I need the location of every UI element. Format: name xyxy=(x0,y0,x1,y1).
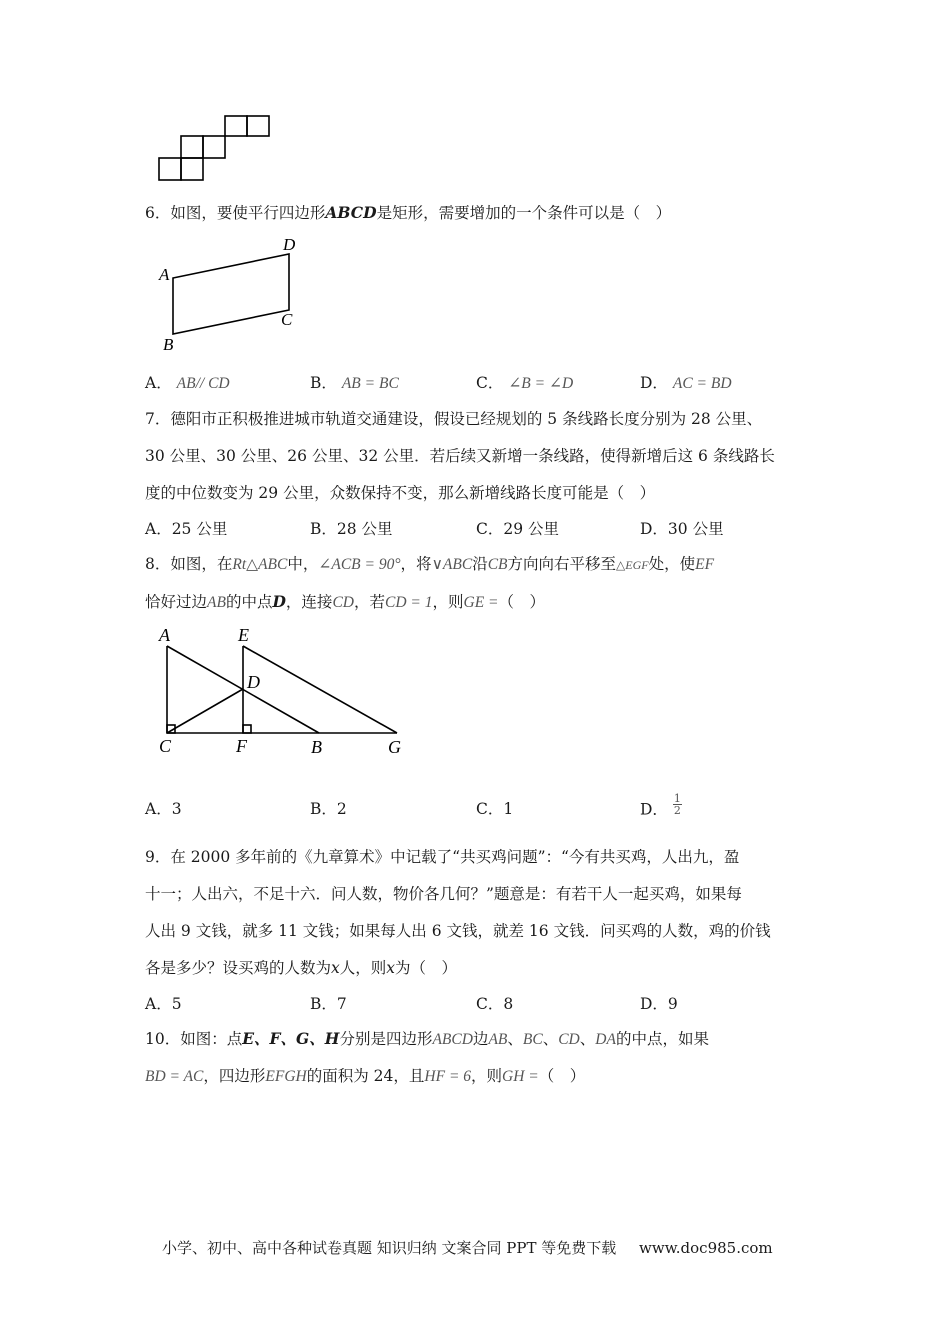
q8-line-2: 恰好过边AB的中点D，连接CD，若CD = 1，则GE =（ ） xyxy=(145,592,546,611)
q9-option-b[interactable]: B．7 xyxy=(310,995,347,1013)
q6-option-b[interactable]: B． AB = BC xyxy=(310,374,399,392)
grid-figure xyxy=(155,112,275,184)
label-f: F xyxy=(236,736,247,756)
q7-option-a[interactable]: A．25 公里 xyxy=(145,520,228,538)
label-b: B xyxy=(311,737,322,757)
q7-option-b[interactable]: B．28 公里 xyxy=(310,520,393,538)
label-a: A xyxy=(159,625,170,645)
q6-option-c[interactable]: C． ∠B = ∠D xyxy=(476,374,574,392)
label-a: A xyxy=(159,265,170,284)
label-d: D xyxy=(283,235,296,254)
q6-option-a[interactable]: A． AB// CD xyxy=(145,374,230,392)
footer-text: 小学、初中、高中各种试卷真题 知识归纳 文案合同 PPT 等免费下载 xyxy=(162,1239,617,1257)
q7-option-c[interactable]: C．29 公里 xyxy=(476,520,560,538)
q9-line-3: 人出 9 文钱，就多 11 文钱；如果每人出 6 文钱，就差 16 文钱．问买鸡的人数，鸡的价钱 xyxy=(145,922,771,940)
label-g: G xyxy=(388,737,401,757)
q8-option-a[interactable]: A．3 xyxy=(145,800,182,818)
label-e: E xyxy=(238,625,249,645)
footer-link[interactable]: www.doc985.com xyxy=(639,1239,773,1257)
fraction-one-half: $\frac{1}{2}$ xyxy=(673,792,681,817)
q10-line-2: BD = AC，四边形EFGH的面积为 24，且HF = 6，则GH =（ ） xyxy=(145,1067,586,1085)
q8-option-b[interactable]: B．2 xyxy=(310,800,347,818)
q7-line-1: 7．德阳市正积极推进城市轨道交通建设，假设已经规划的 5 条线路长度分别为 28 公里、 xyxy=(145,410,763,428)
q8-option-d[interactable]: D． $\frac{1}{2}$ xyxy=(640,792,681,819)
label-c: C xyxy=(159,736,172,756)
q10-line-1: 10．如图：点E、F、G、H分别是四边形ABCD边AB、BC、CD、DA的中点，如果 xyxy=(145,1029,709,1048)
q9-option-d[interactable]: D．9 xyxy=(640,995,678,1013)
q7-line-2: 30 公里、30 公里、26 公里、32 公里．若后续又新增一条线路，使得新增后这 6 条线路长 xyxy=(145,447,775,465)
label-d: D xyxy=(247,672,260,692)
q9-line-4: 各是多少？设买鸡的人数为x人，则x为（ ） xyxy=(145,959,458,977)
label-c: C xyxy=(281,310,293,329)
q7-line-3: 度的中位数变为 29 公里，众数保持不变，那么新增线路长度可能是（ ） xyxy=(145,484,656,502)
q9-option-a[interactable]: A．5 xyxy=(145,995,182,1013)
q8-line-1: 8．如图，在Rt△ABC中，∠ACB = 90°，将∨ABC沿CB方向向右平移至△EGF处，使EF xyxy=(145,555,715,573)
triangle-translation-figure xyxy=(150,622,420,762)
q6-stem: 6．如图，要使平行四边形ABCD是矩形，需要增加的一个条件可以是（ ） xyxy=(145,203,672,222)
q9-option-c[interactable]: C．8 xyxy=(476,995,514,1013)
q7-option-d[interactable]: D．30 公里 xyxy=(640,520,724,538)
footer xyxy=(162,1237,773,1258)
q6-option-d[interactable]: D． AC = BD xyxy=(640,374,732,392)
q9-line-1: 9．在 2000 多年前的《九章算术》中记载了“共买鸡问题”：“今有共买鸡，人出九，盈 xyxy=(145,848,740,866)
q9-line-2: 十一；人出六，不足十六．问人数，物价各几何？”题意是：有若干人一起买鸡，如果每 xyxy=(145,885,742,903)
label-b: B xyxy=(163,335,174,354)
q8-option-c[interactable]: C．1 xyxy=(476,800,514,818)
parallelogram-figure xyxy=(150,232,310,357)
